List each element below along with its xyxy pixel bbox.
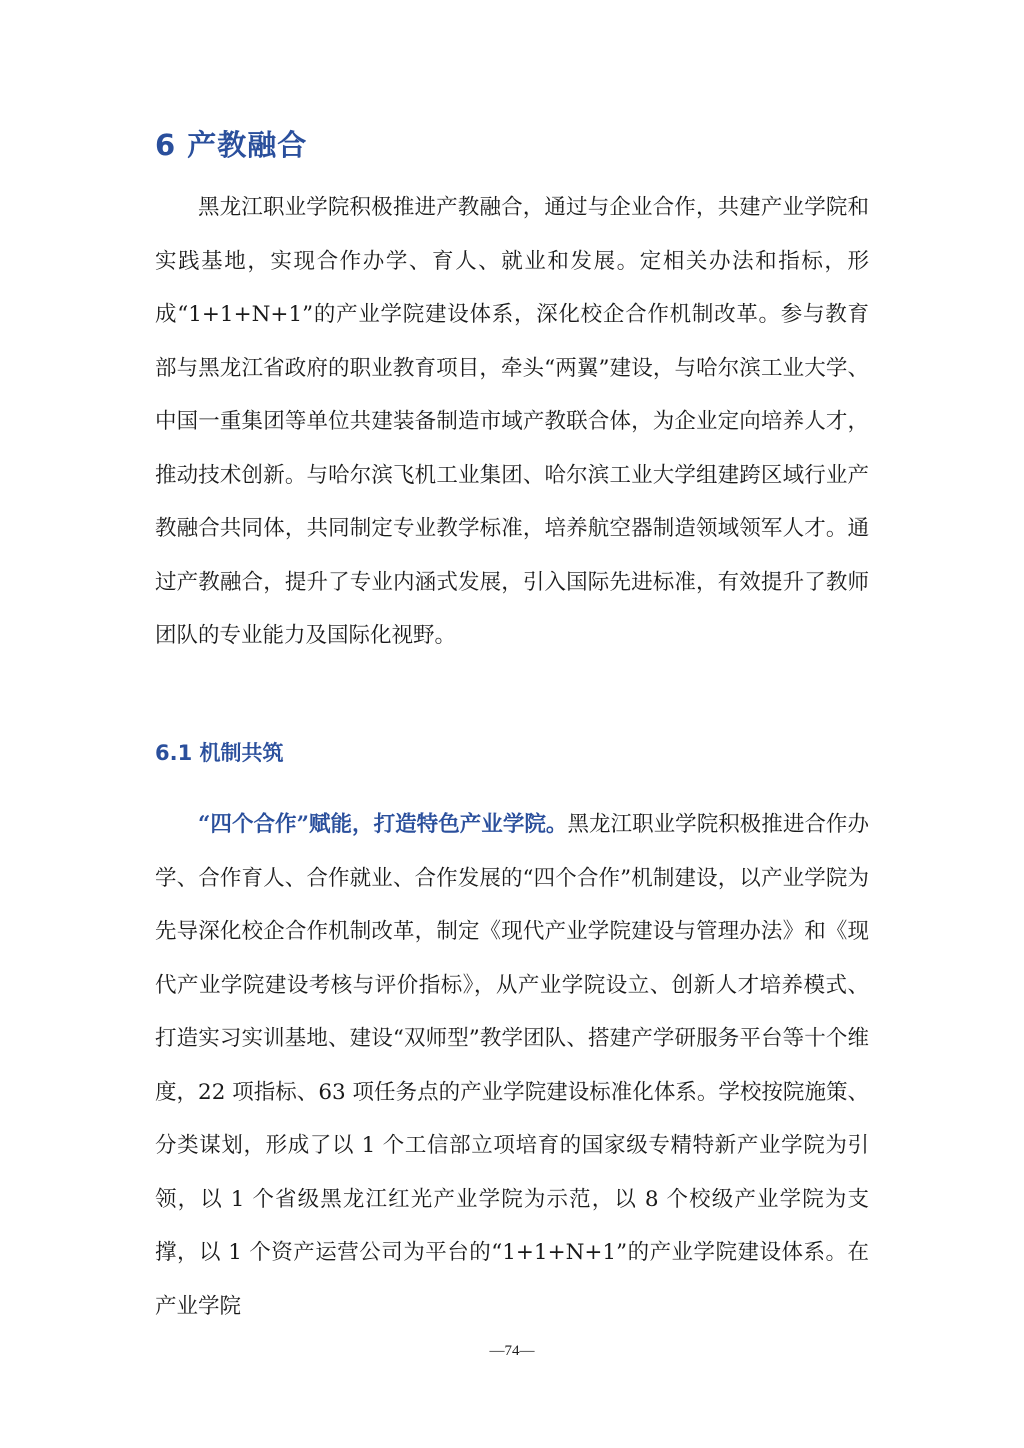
- paragraph-lead: “四个合作”赋能，打造特色产业学院。: [198, 812, 568, 837]
- paragraph-body: 黑龙江职业学院积极推进合作办学、合作育人、合作就业、合作发展的“四个合作”机制建设，以产业学院为先导深化校企合作机制改革，制定《现代产业学院建设与管理办法》和《现代产业学院建设考核与评价指标》，从产业学院设立、创新人才培养模式、打造实习实训基地、建设“双师型”教学团队、搭建产学研服务平台等十个维度，22 项指标、63 项任务点的产业学院建设标准化体系。学校按院施策、分类谋划，形成了以 1 个工信部立项培育的国家级专精特新产业学院为引领，以 1 个省级黑龙江红光产业学院为示范，以 8 个校级产业学院为支撑，以 1 个资产运营公司为平台的“1+1+N+1”的产业学院建设体系。在产业学院: [155, 812, 869, 1319]
- section-title: 6.1 机制共筑: [155, 741, 284, 765]
- chapter-title: 6 产教融合: [155, 128, 308, 162]
- section-paragraph: [155, 798, 869, 1333]
- page-number: —74—: [489, 1343, 535, 1359]
- intro-paragraph: 黑龙江职业学院积极推进产教融合，通过与企业合作，共建产业学院和实践基地，实现合作办学、育人、就业和发展。定相关办法和指标，形成“1+1+N+1”的产业学院建设体系，深化校企合作机制改革。参与教育部与黑龙江省政府的职业教育项目，牵头“两翼”建设，与哈尔滨工业大学、中国一重集团等单位共建装备制造市域产教联合体，为企业定向培养人才，推动技术创新。与哈尔滨飞机工业集团、哈尔滨工业大学组建跨区域行业产教融合共同体，共同制定专业教学标准，培养航空器制造领域领军人才。通过产教融合，提升了专业内涵式发展，引入国际先进标准，有效提升了教师团队的专业能力及国际化视野。: [155, 195, 869, 648]
